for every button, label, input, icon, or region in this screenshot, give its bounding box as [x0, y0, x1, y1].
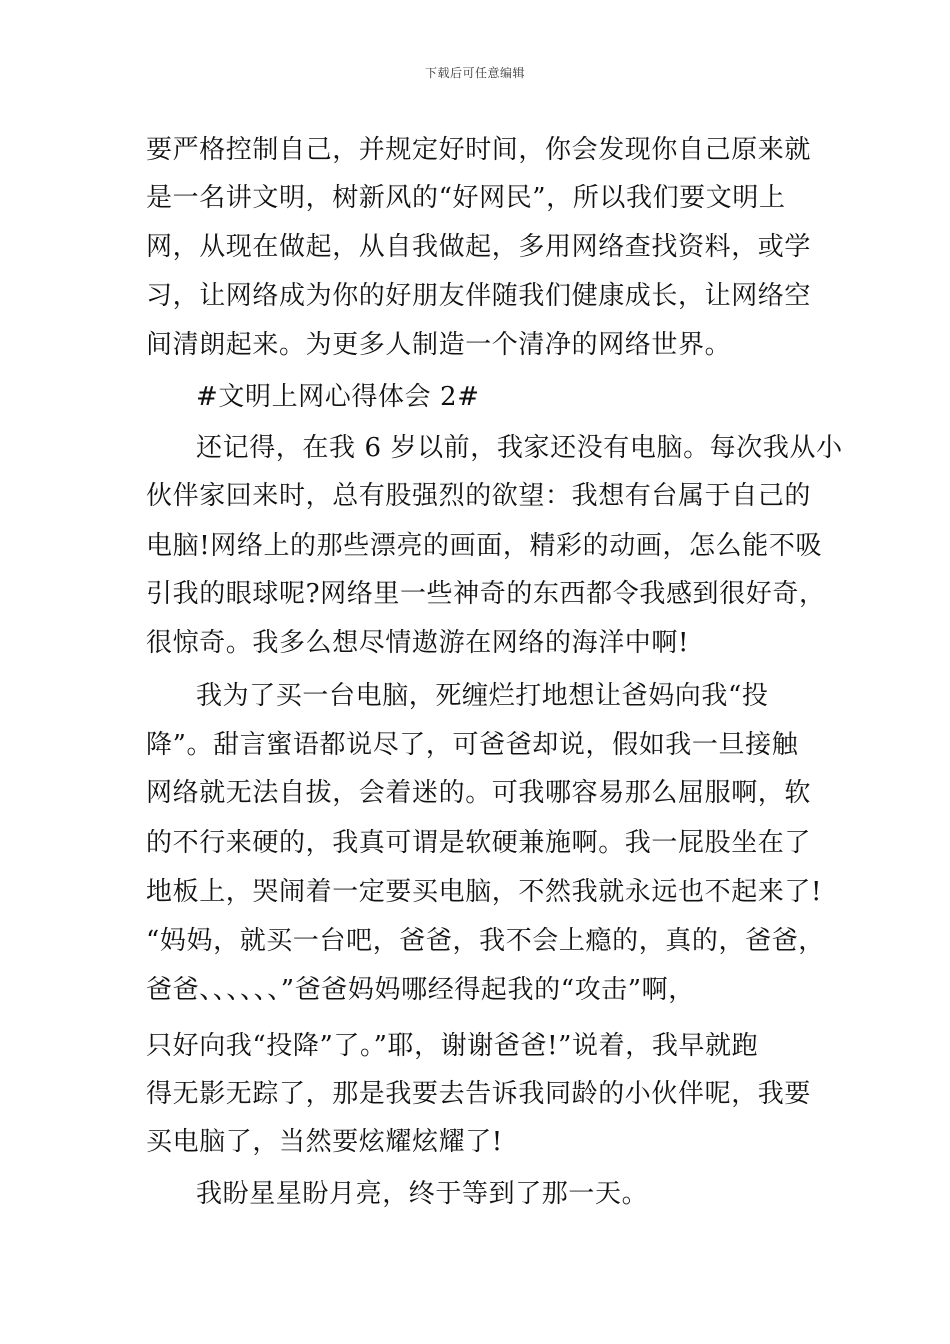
text-line: 还记得，在我 6 岁以前，我家还没有电脑。每次我从小: [196, 433, 843, 463]
text-line: 我为了买一台电脑，死缠烂打地想让爸妈向我“投: [196, 681, 769, 711]
text-line: 只好向我“投降”了。”耶，谢谢爸爸!”说着，我早就跑: [146, 1031, 759, 1061]
text-line: “妈妈，就买一台吧，爸爸，我不会上瘾的，真的，爸爸，: [146, 926, 825, 956]
text-line: 爸爸、、、、、、”爸爸妈妈哪经得起我的“攻击”啊，: [146, 975, 695, 1005]
section-heading: #文明上网心得体会 2#: [196, 382, 480, 412]
text-line: 网络就无法自拔，会着迷的。可我哪容易那么屈服啊，软: [146, 778, 812, 808]
text-line: 习，让网络成为你的好朋友伴随我们健康成长，让网络空: [146, 281, 812, 311]
text-line: 我盼星星盼月亮，终于等到了那一天。: [196, 1179, 649, 1209]
text-line: 伙伴家回来时，总有股强烈的欲望：我想有台属于自己的: [146, 481, 812, 511]
text-line: 间清朗起来。为更多人制造一个清净的网络世界。: [146, 330, 732, 360]
text-line: 降”。甜言蜜语都说尽了，可爸爸却说，假如我一旦接触: [146, 730, 799, 760]
text-line: 引我的眼球呢?网络里一些神奇的东西都令我感到很好奇，: [146, 579, 826, 609]
page-header: 下载后可任意编辑: [424, 66, 525, 80]
text-line: 电脑!网络上的那些漂亮的画面，精彩的动画，怎么能不吸: [146, 531, 823, 561]
text-line: 的不行来硬的，我真可谓是软硬兼施啊。我一屁股坐在了: [146, 828, 812, 858]
text-line: 网，从现在做起，从自我做起，多用网络查找资料，或学: [146, 232, 812, 262]
text-line: 要严格控制自己，并规定好时间，你会发现你自己原来就: [146, 135, 812, 165]
text-line: 买电脑了，当然要炫耀炫耀了!: [146, 1127, 503, 1157]
text-line: 是一名讲文明，树新风的“好网民”，所以我们要文明上: [146, 183, 786, 213]
text-line: 很惊奇。我多么想尽情遨游在网络的海洋中啊!: [146, 628, 690, 658]
text-line: 得无影无踪了，那是我要去告诉我同龄的小伙伴呢，我要: [146, 1079, 812, 1109]
text-line: 地板上，哭闹着一定要买电脑，不然我就永远也不起来了!: [146, 877, 823, 907]
